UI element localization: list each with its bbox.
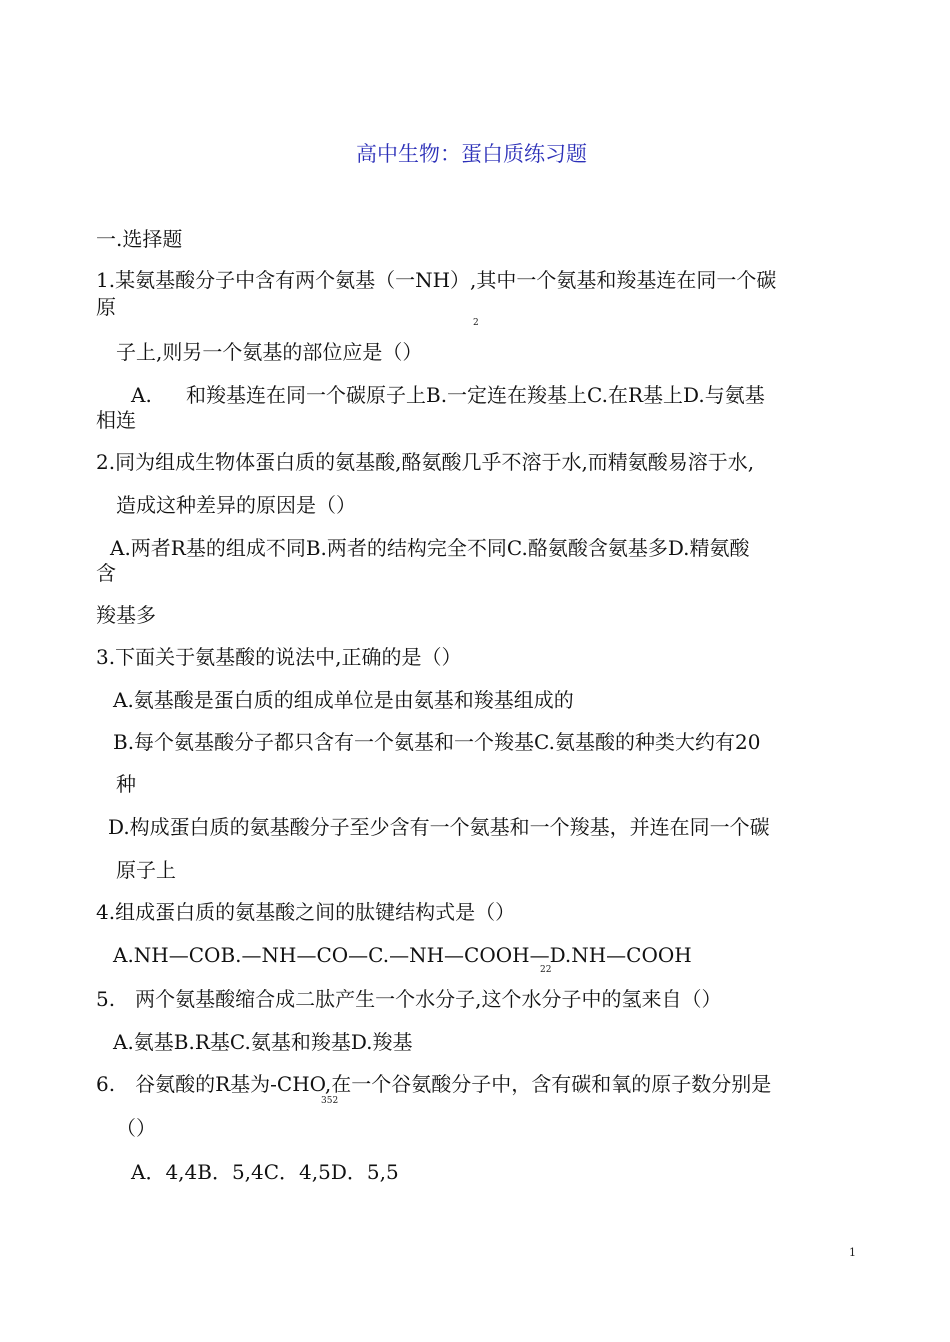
question-6-stem: 6. 谷氨酸的R基为-CHO,在一个谷氨酸分子中，含有碳和氧的原子数分别是 — [96, 1072, 772, 1096]
question-3-option-b-cont: 种 — [116, 772, 136, 796]
question-1-stem-cont: 原 — [96, 295, 116, 319]
question-1-options-cont: 相连 — [96, 408, 136, 432]
question-2-options: A.两者R基的组成不同B.两者的结构完全不同C.酪氨酸含氨基多D.精氨酸 — [110, 536, 750, 560]
question-1-options: 和羧基连在同一个碳原子上B.一定连在羧基上C.在R基上D.与氨基 — [186, 383, 765, 407]
question-1-option-a-label: A. — [131, 383, 152, 407]
question-3-option-d-cont: 原子上 — [116, 858, 176, 882]
question-6-subscript: 352 — [321, 1096, 339, 1106]
question-2-options-cont-2: 羧基多 — [96, 603, 156, 627]
question-1-stem-end: 子上,则另一个氨基的部位应是（） — [116, 340, 423, 364]
question-2-stem-cont: 造成这种差异的原因是（） — [116, 493, 356, 517]
question-5-options: A.氨基B.R基C.氨基和羧基D.羧基 — [113, 1030, 413, 1054]
question-3-option-a: A.氨基酸是蛋白质的组成单位是由氨基和羧基组成的 — [113, 688, 574, 712]
question-3-option-b: B.每个氨基酸分子都只含有一个氨基和一个羧基C.氨基酸的种类大约有20 — [113, 730, 761, 754]
question-6-stem-cont: （） — [116, 1116, 156, 1140]
question-4-subscript: 22 — [540, 965, 552, 975]
page-number: 1 — [849, 1246, 856, 1259]
section-heading: 一.选择题 — [96, 227, 183, 251]
question-1-subscript: 2 — [473, 318, 479, 328]
question-1-stem: 1.某氨基酸分子中含有两个氨基（一NH）,其中一个氨基和羧基连在同一个碳 — [96, 268, 777, 292]
page-title: 高中生物：蛋白质练习题 — [356, 142, 587, 166]
question-2-stem: 2.同为组成生物体蛋白质的氨基酸,酪氨酸几乎不溶于水,而精氨酸易溶于水, — [96, 450, 755, 474]
question-3-stem: 3.下面关于氨基酸的说法中,正确的是（） — [96, 645, 462, 669]
question-2-options-cont: 含 — [96, 561, 116, 585]
question-4-options: A.NH—COB.—NH—CO—C.—NH—COOH—D.NH—COOH — [113, 943, 692, 967]
question-6-options: A．4,4B．5,4C．4,5D．5,5 — [131, 1160, 399, 1184]
question-5-stem: 5. 两个氨基酸缩合成二肽产生一个水分子,这个水分子中的氢来自（） — [96, 987, 722, 1011]
question-4-stem: 4.组成蛋白质的氨基酸之间的肽键结构式是（） — [96, 900, 516, 924]
question-3-option-d: D.构成蛋白质的氨基酸分子至少含有一个氨基和一个羧基，并连在同一个碳 — [108, 815, 770, 839]
